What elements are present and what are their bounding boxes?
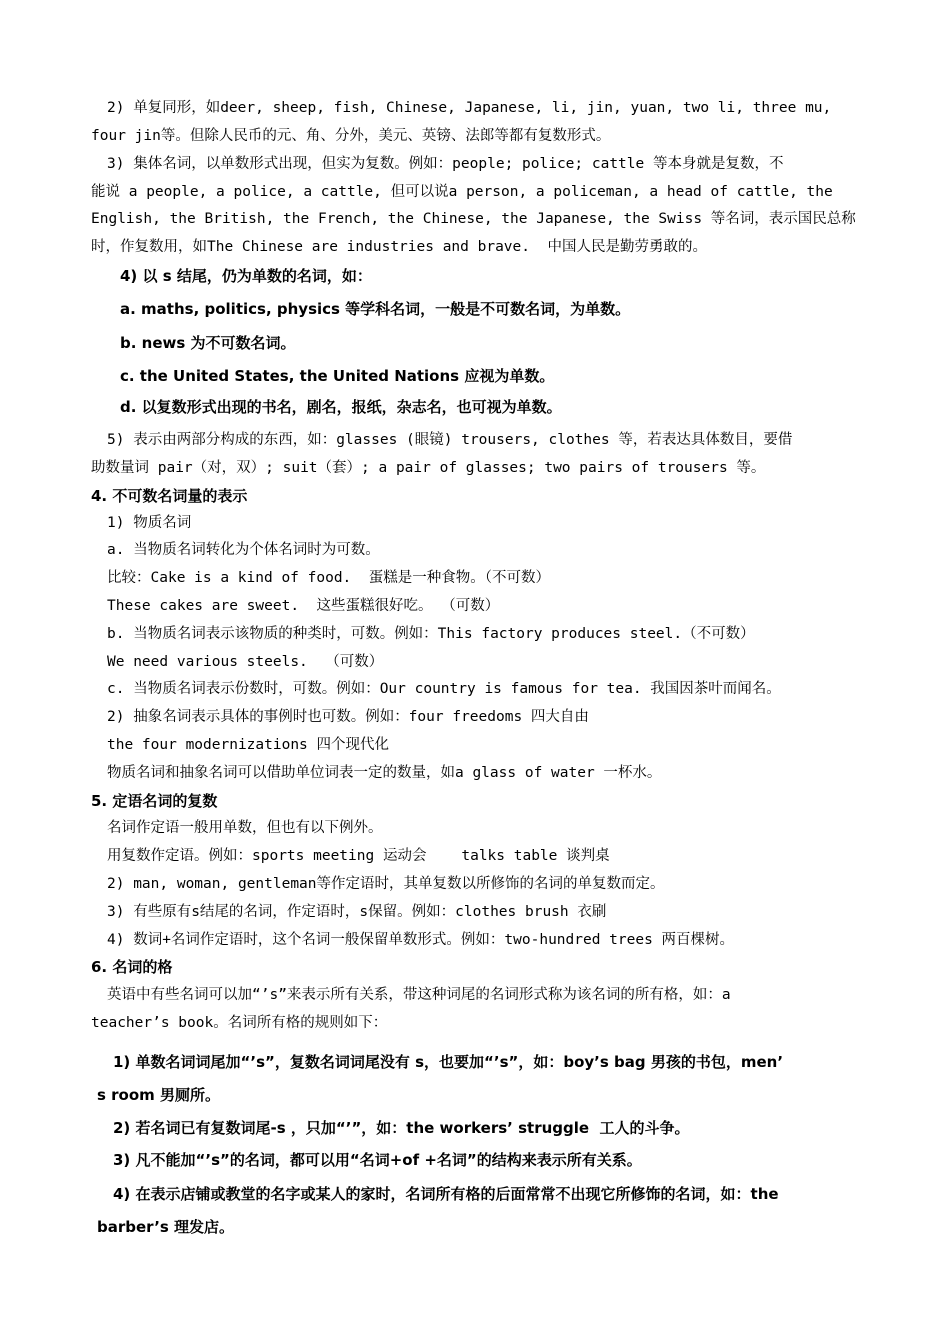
text-line: the four modernizations 四个现代化 (107, 737, 390, 753)
text-line: 3) 凡不能加“’s”的名词，都可以用“名词+of +名词”的结构来表示所有关系。 (113, 1151, 642, 1169)
text-line: d. 以复数形式出现的书名，剧名，报纸，杂志名，也可视为单数。 (120, 398, 562, 416)
text-line: 英语中有些名词可以加“’s”来表示所有关系，带这种词尾的名词形式称为该名词的所有格，如：a (107, 987, 731, 1003)
text-line: 1) 物质名词 (107, 515, 192, 531)
text-line: c. 当物质名词表示份数时，可数。例如：Our country is famous for tea. 我国因茶叶而闻名。 (107, 681, 781, 697)
text-line: 助数量词 pair（对，双）; suit（套）; a pair of glasses; two pairs of trousers 等。 (91, 460, 766, 476)
text-line: s room 男厕所。 (97, 1086, 221, 1104)
text-line: a. 当物质名词转化为个体名词时为可数。 (107, 542, 380, 558)
text-line: 4) 以 s 结尾，仍为单数的名词，如： (120, 267, 372, 285)
text-line: 时，作复数用，如The Chinese are industries and brave. 中国人民是勤劳勇敢的。 (91, 239, 707, 255)
text-line: 物质名词和抽象名词可以借助单位词表一定的数量，如a glass of water 一杯水。 (107, 765, 662, 781)
text-line: We need various steels. （可数） (107, 654, 384, 670)
text-line: 2) 抽象名词表示具体的事例时也可数。例如：four freedoms 四大自由 (107, 709, 589, 725)
text-line: 能说 a people, a police, a cattle, 但可以说a person, a policeman, a head of cattle, the (91, 184, 833, 200)
section-heading: 6. 名词的格 (91, 958, 173, 976)
text-line: 2) man, woman, gentleman等作定语时，其单复数以所修饰的名词的单复数而定。 (107, 876, 665, 892)
text-line: 1) 单数名词词尾加“’s”，复数名词词尾没有 s，也要加“’s”，如：boy’s bag 男孩的书包，men’ (113, 1053, 784, 1071)
text-line: teacher’s book。名词所有格的规则如下： (91, 1015, 388, 1031)
text-line: 用复数作定语。例如：sports meeting 运动会 talks table 谈判桌 (107, 848, 610, 864)
text-line: These cakes are sweet. 这些蛋糕很好吃。 （可数） (107, 598, 500, 614)
text-line: b. 当物质名词表示该物质的种类时，可数。例如：This factory produces steel.（不可数） (107, 626, 755, 642)
text-line: 4) 在表示店铺或教堂的名字或某人的家时，名词所有格的后面常常不出现它所修饰的名词，如：the (113, 1185, 779, 1203)
text-line: 比较：Cake is a kind of food. 蛋糕是一种食物。（不可数） (107, 570, 550, 586)
text-line: 3) 集体名词，以单数形式出现，但实为复数。例如：people; police; cattle 等本身就是复数，不 (107, 156, 784, 172)
text-line: b. news 为不可数名词。 (120, 334, 296, 352)
text-line: 5) 表示由两部分构成的东西，如：glasses (眼镜) trousers, clothes 等，若表达具体数目，要借 (107, 432, 793, 448)
text-line: English, the British, the French, the Chinese, the Japanese, the Swiss 等名词，表示国民总称 (91, 211, 856, 227)
text-line: four jin等。但除人民币的元、角、分外，美元、英镑、法郎等都有复数形式。 (91, 128, 611, 144)
text-line: 3) 有些原有s结尾的名词，作定语时，s保留。例如：clothes brush 衣刷 (107, 904, 607, 920)
text-line: c. the United States, the United Nations 应视为单数。 (120, 367, 555, 385)
text-line: barber’s 理发店。 (97, 1218, 235, 1236)
section-heading: 5. 定语名词的复数 (91, 792, 218, 810)
text-line: 2) 单复同形，如deer, sheep, fish, Chinese, Japanese, li, jin, yuan, two li, three mu, (107, 100, 832, 116)
text-line: 2) 若名词已有复数词尾-s ，只加“’”，如：the workers’ struggle 工人的斗争。 (113, 1119, 690, 1137)
section-heading: 4. 不可数名词量的表示 (91, 487, 248, 505)
text-line: a. maths, politics, physics 等学科名词，一般是不可数名词，为单数。 (120, 300, 631, 318)
text-line: 4) 数词+名词作定语时，这个名词一般保留单数形式。例如：two-hundred trees 两百棵树。 (107, 932, 735, 948)
text-line: 名词作定语一般用单数，但也有以下例外。 (107, 820, 383, 836)
